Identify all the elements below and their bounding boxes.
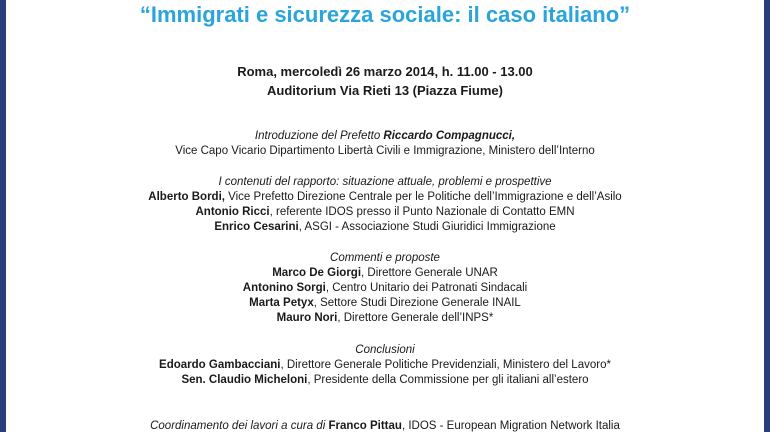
intro-heading [6,129,764,143]
speaker-name: Marco De Giorgi [272,267,362,279]
speaker-line [6,296,764,310]
right-border-rule [764,0,770,432]
speaker-name: Antonio Ricci [195,206,270,218]
comments-heading: Commenti e proposte [330,252,440,264]
coordination-suffix: , IDOS - European Migration Network Italia [401,420,620,432]
speaker-name: Alberto Bordi, [148,191,225,203]
speaker-line [6,358,764,372]
speaker-role: , Centro Unitario dei Patronati Sindacali [325,282,528,294]
document-page [6,0,764,432]
coordinator-name: Franco Pittau [328,420,402,432]
event-date-time: Roma, mercoledì 26 marzo 2014, h. 11.00 - 13.00 [237,64,533,79]
speaker-line [6,205,764,219]
speaker-line [6,190,764,204]
speaker-line [6,281,764,295]
speaker-role: , Settore Studi Direzione Generale INAIL [313,297,521,309]
speaker-role: , Direttore Generale dell’INPS* [337,312,494,324]
speaker-line [6,373,764,387]
coordination-prefix: Coordinamento dei lavori a cura di [150,420,329,432]
intro-name: Riccardo Compagnucci, [383,130,516,142]
speaker-name: Mauro Nori [276,312,338,324]
speaker-role: , Presidente della Commissione per gli italiani all’estero [307,374,589,386]
page-title: “Immigrati e sicurezza sociale: il caso italiano” [139,2,631,27]
speaker-name: Edoardo Gambacciani [159,359,281,371]
speaker-name: Sen. Claudio Micheloni [181,374,308,386]
speaker-line [6,266,764,280]
speaker-role: , Direttore Generale Politiche Previdenziali, Ministero del Lavoro* [280,359,611,371]
speaker-role: Vice Prefetto Direzione Centrale per le Politiche dell’Immigrazione e dell’Asilo [224,191,622,203]
coordination-line [6,419,764,432]
report-heading: I contenuti del rapporto: situazione attuale, problemi e prospettive [218,176,552,188]
event-venue: Auditorium Via Rieti 13 (Piazza Fiume) [267,83,503,98]
speaker-name: Antonino Sorgi [242,282,326,294]
intro-role: Vice Capo Vicario Dipartimento Libertà Civili e Immigrazione, Ministero dell’Interno [175,145,595,157]
speaker-role: , ASGI - Associazione Studi Giuridici Immigrazione [298,221,556,233]
conclusions-heading: Conclusioni [355,344,415,356]
speaker-name: Marta Petyx [249,297,314,309]
speaker-name: Enrico Cesarini [214,221,299,233]
speaker-role: , referente IDOS presso il Punto Nazionale di Contatto EMN [269,206,575,218]
speaker-line [6,220,764,234]
speaker-role: , Direttore Generale UNAR [361,267,498,279]
speaker-line [6,311,764,325]
intro-prefix: Introduzione del Prefetto [254,130,384,142]
